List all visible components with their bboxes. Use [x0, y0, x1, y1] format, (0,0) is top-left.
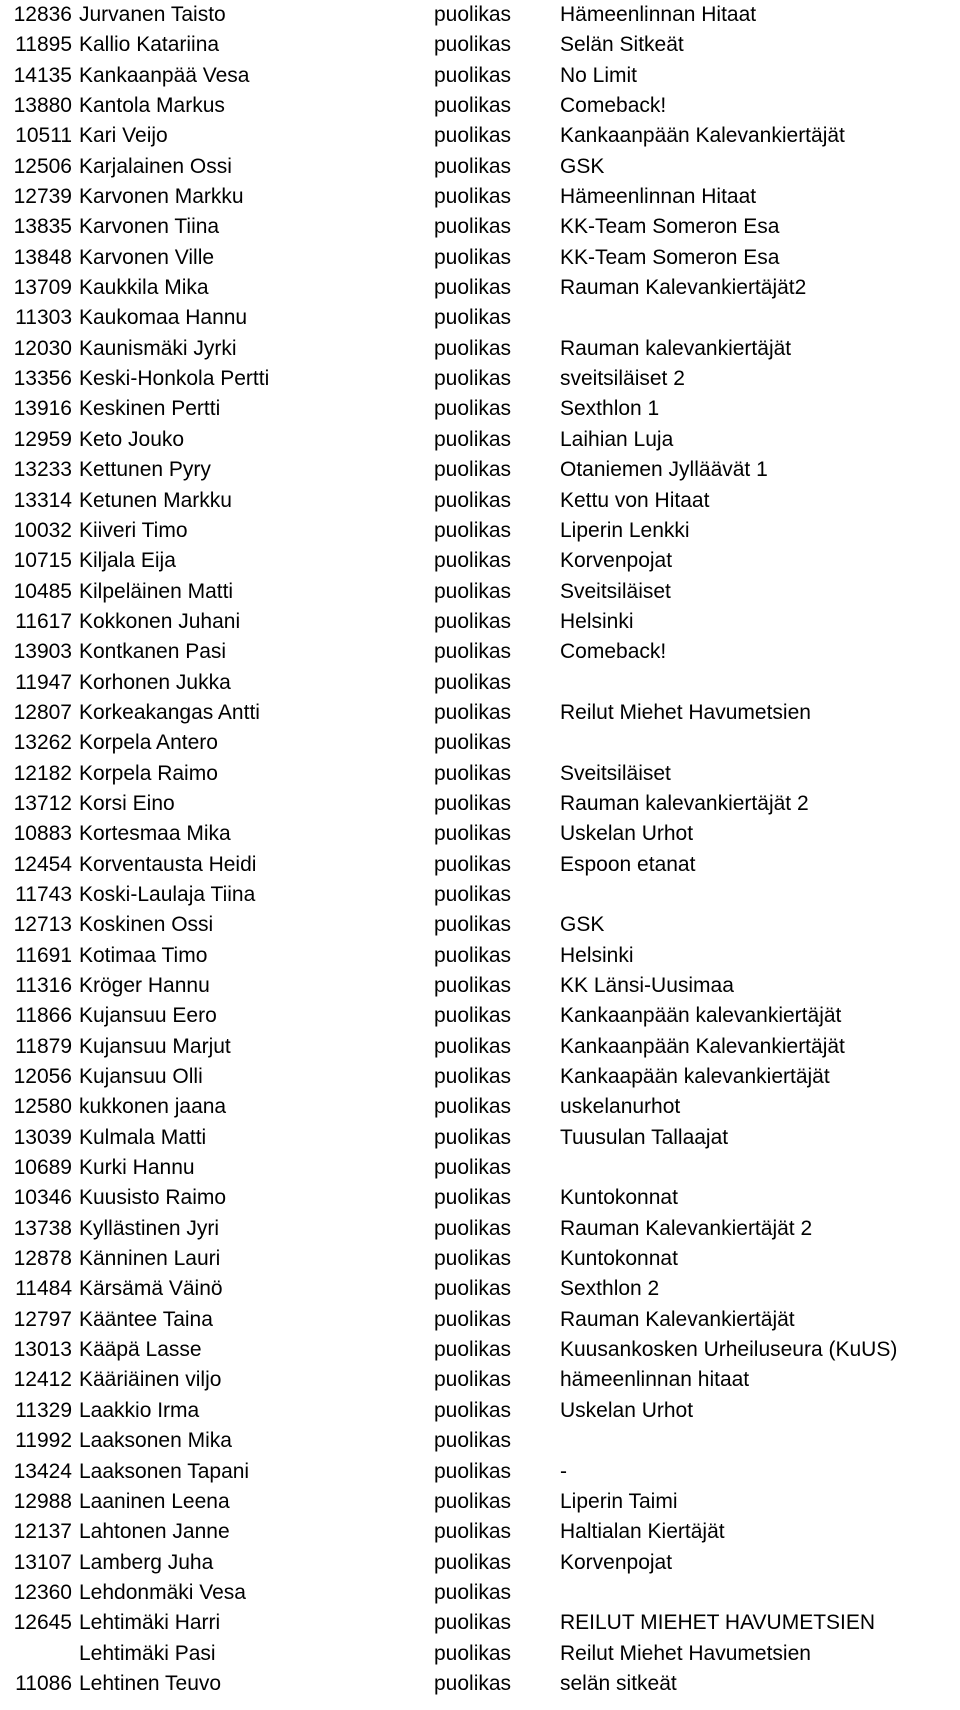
participant-number: 12988 [13, 1489, 72, 1513]
list-row [0, 819, 960, 849]
race-type: puolikas [434, 1034, 512, 1058]
participant-number: 13709 [13, 276, 72, 300]
list-row [0, 1183, 960, 1213]
race-type: puolikas [434, 427, 512, 451]
participant-name: Ketunen Markku [79, 488, 232, 512]
team-name: - [560, 1459, 567, 1483]
team-name: KK-Team Someron Esa [560, 245, 780, 269]
participant-number: 13356 [13, 367, 72, 391]
participant-name: Korpela Antero [79, 731, 218, 755]
team-name: Liperin Lenkki [560, 518, 690, 542]
participant-name: Laaninen Leena [79, 1489, 230, 1513]
race-type: puolikas [434, 670, 512, 694]
list-row [0, 880, 960, 910]
team-name: Espoon etanat [560, 852, 696, 876]
list-row [0, 637, 960, 667]
team-name: Sexthlon 2 [560, 1277, 660, 1301]
list-row [0, 1426, 960, 1456]
team-name: Tuusulan Tallaajat [560, 1125, 729, 1149]
race-type: puolikas [434, 1368, 512, 1392]
participant-number: 11947 [15, 670, 72, 694]
race-type: puolikas [434, 1550, 512, 1574]
race-type: puolikas [434, 1095, 512, 1119]
participant-number: 11895 [15, 33, 72, 57]
list-row [0, 1457, 960, 1487]
race-type: puolikas [434, 1216, 512, 1240]
race-type: puolikas [434, 336, 512, 360]
list-row [0, 30, 960, 60]
team-name: Uskelan Urhot [560, 1398, 694, 1422]
race-type: puolikas [434, 215, 512, 239]
race-type: puolikas [434, 1247, 512, 1271]
participant-name: Korkeakangas Antti [79, 700, 260, 724]
participant-name: Korsi Eino [79, 791, 175, 815]
team-name: Rauman Kalevankiertäjät [560, 1307, 795, 1331]
participant-number: 13880 [13, 94, 72, 118]
participant-number: 13314 [13, 488, 72, 512]
list-row [0, 334, 960, 364]
race-type: puolikas [434, 94, 512, 118]
race-type: puolikas [434, 1611, 512, 1635]
list-row [0, 1274, 960, 1304]
list-row [0, 1123, 960, 1153]
participant-number: 11303 [15, 306, 72, 330]
team-name: Reilut Miehet Havumetsien [560, 1641, 811, 1665]
participant-number: 13039 [13, 1125, 72, 1149]
participant-number: 12506 [13, 154, 72, 178]
race-type: puolikas [434, 1307, 512, 1331]
participant-name: Kääpä Lasse [79, 1338, 202, 1362]
participant-number: 10511 [15, 124, 72, 148]
participant-name: Kiljala Eija [79, 549, 176, 573]
participant-name: Kankaanpää Vesa [79, 63, 250, 87]
list-row [0, 212, 960, 242]
participant-number: 12454 [13, 852, 72, 876]
participant-name: Lehtinen Teuvo [79, 1671, 222, 1695]
participant-number: 12412 [13, 1368, 72, 1392]
race-type: puolikas [434, 1004, 512, 1028]
participant-name: Keto Jouko [79, 427, 185, 451]
race-type: puolikas [434, 913, 512, 937]
race-type: puolikas [434, 882, 512, 906]
participant-name: Laakkio Irma [79, 1398, 200, 1422]
team-name: Hämeenlinnan Hitaat [560, 185, 757, 209]
race-type: puolikas [434, 1580, 512, 1604]
participant-name: Karvonen Tiina [79, 215, 220, 239]
list-row [0, 1517, 960, 1547]
participant-number: 11879 [15, 1034, 72, 1058]
team-name: Kankaanpään Kalevankiertäjät [560, 124, 845, 148]
participant-name: Kettunen Pyry [79, 458, 211, 482]
team-name: GSK [560, 154, 605, 178]
race-type: puolikas [434, 700, 512, 724]
list-row [0, 394, 960, 424]
list-row [0, 759, 960, 789]
participant-number: 14135 [13, 63, 72, 87]
race-type: puolikas [434, 1641, 512, 1665]
race-type: puolikas [434, 822, 512, 846]
participant-number: 11316 [15, 974, 72, 997]
participant-name: Laaksonen Mika [79, 1429, 232, 1453]
participant-number: 12056 [13, 1065, 72, 1089]
list-row [0, 789, 960, 819]
participant-name: Lehtimäki Harri [79, 1611, 221, 1635]
team-name: Korvenpojat [560, 1550, 673, 1574]
participant-name: Korhonen Jukka [79, 670, 231, 694]
participant-name: Karjalainen Ossi [79, 154, 232, 178]
team-name: Kuntokonnat [560, 1186, 678, 1210]
participant-name: Kilpeläinen Matti [79, 579, 234, 603]
race-type: puolikas [434, 397, 512, 421]
race-type: puolikas [434, 1429, 512, 1453]
race-type: puolikas [434, 458, 512, 482]
race-type: puolikas [434, 549, 512, 573]
race-type: puolikas [434, 488, 512, 512]
participant-number: 11329 [15, 1398, 72, 1422]
participant-name: Kurki Hannu [79, 1156, 195, 1180]
participant-number: 13848 [13, 245, 72, 269]
participant-number: 10715 [13, 549, 72, 573]
list-row [0, 1153, 960, 1183]
participant-name: Kortesmaa Mika [79, 822, 231, 846]
team-name: Comeback! [560, 94, 667, 118]
participant-name: Kaunismäki Jyrki [79, 336, 237, 360]
participant-number: 12836 [13, 3, 72, 26]
race-type: puolikas [434, 1156, 512, 1180]
participant-name: Kuusisto Raimo [79, 1186, 227, 1210]
team-name: Hämeenlinnan Hitaat [560, 3, 757, 26]
list-row [0, 1669, 960, 1699]
race-type: puolikas [434, 1459, 512, 1483]
participant-name: Kaukkila Mika [79, 276, 209, 300]
team-name: Kettu von Hitaat [560, 488, 710, 512]
participant-name: kukkonen jaana [79, 1095, 227, 1119]
list-row [0, 1001, 960, 1031]
list-row [0, 941, 960, 971]
team-name: Kankaanpään Kalevankiertäjät [560, 1034, 845, 1058]
team-name: Kankaanpään kalevankiertäjät [560, 1004, 842, 1028]
team-name: Helsinki [560, 943, 634, 967]
participant-number: 13738 [13, 1216, 72, 1240]
participant-name: Lahtonen Janne [79, 1520, 230, 1544]
race-type: puolikas [434, 33, 512, 57]
participant-name: Kokkonen Juhani [79, 609, 241, 633]
race-type: puolikas [434, 791, 512, 815]
list-row [0, 152, 960, 182]
team-name: Helsinki [560, 609, 634, 633]
participant-number: 12645 [13, 1611, 72, 1635]
participant-number: 12959 [13, 427, 72, 451]
participant-name: Lehdonmäki Vesa [79, 1580, 246, 1604]
race-type: puolikas [434, 731, 512, 755]
participant-name: Korpela Raimo [79, 761, 218, 785]
race-type: puolikas [434, 852, 512, 876]
participant-number: 12182 [13, 761, 72, 785]
participant-name: Koskinen Ossi [79, 913, 214, 937]
race-type: puolikas [434, 1277, 512, 1301]
team-name: uskelanurhot [560, 1095, 681, 1119]
participant-name: Kujansuu Eero [79, 1004, 217, 1028]
list-row [0, 91, 960, 121]
race-type: puolikas [434, 245, 512, 269]
participant-name: Kröger Hannu [79, 974, 210, 997]
participant-number: 11086 [15, 1671, 72, 1695]
list-row [0, 668, 960, 698]
participant-number: 13835 [13, 215, 72, 239]
list-row [0, 971, 960, 1001]
list-row [0, 910, 960, 940]
participant-name: Kiiveri Timo [79, 518, 188, 542]
list-row [0, 850, 960, 880]
participant-number: 12360 [13, 1580, 72, 1604]
list-row [0, 1578, 960, 1608]
team-name: Sexthlon 1 [560, 397, 660, 421]
list-row [0, 698, 960, 728]
participant-name: Känninen Lauri [79, 1247, 221, 1271]
list-row [0, 121, 960, 151]
list-row [0, 273, 960, 303]
team-name: Rauman Kalevankiertäjät2 [560, 276, 807, 300]
race-type: puolikas [434, 63, 512, 87]
list-row [0, 1639, 960, 1669]
participant-number: 12797 [13, 1307, 72, 1331]
team-name: Korvenpojat [560, 549, 673, 573]
list-row [0, 364, 960, 394]
team-name: Rauman kalevankiertäjät [560, 336, 792, 360]
participant-number: 11617 [15, 609, 72, 633]
list-row [0, 182, 960, 212]
participant-name: Kontkanen Pasi [79, 640, 227, 664]
participant-number: 12030 [13, 336, 72, 360]
participant-name: Lehtimäki Pasi [79, 1641, 216, 1665]
race-type: puolikas [434, 1398, 512, 1422]
participant-name: Kantola Markus [79, 94, 225, 118]
participant-number: 10032 [13, 518, 72, 542]
participant-name: Kotimaa Timo [79, 943, 208, 967]
race-type: puolikas [434, 640, 512, 664]
participant-name: Lamberg Juha [79, 1550, 214, 1574]
participant-number: 11866 [15, 1004, 72, 1028]
race-type: puolikas [434, 1125, 512, 1149]
team-name: Kuntokonnat [560, 1247, 678, 1271]
participant-name: Keskinen Pertti [79, 397, 221, 421]
participant-name: Korventausta Heidi [79, 852, 257, 876]
race-type: puolikas [434, 154, 512, 178]
team-name: hämeenlinnan hitaat [560, 1368, 750, 1392]
participant-number: 10346 [13, 1186, 72, 1210]
race-type: puolikas [434, 579, 512, 603]
team-name: Kuusankosken Urheiluseura (KuUS) [560, 1338, 898, 1362]
team-name: sveitsiläiset 2 [560, 367, 685, 391]
participant-name: Keski-Honkola Pertti [79, 367, 270, 391]
team-name: REILUT MIEHET HAVUMETSIEN [560, 1611, 876, 1635]
team-name: Sveitsiläiset [560, 579, 671, 603]
participant-number: 11743 [15, 882, 72, 906]
team-name: KK Länsi-Uusimaa [560, 974, 734, 997]
list-row [0, 1062, 960, 1092]
participant-name: Kujansuu Marjut [79, 1034, 231, 1058]
participant-number: 10689 [13, 1156, 72, 1180]
participant-name: Kari Veijo [79, 124, 168, 148]
participant-name: Kaukomaa Hannu [79, 306, 248, 330]
team-name: Kankaapään kalevankiertäjät [560, 1065, 830, 1089]
team-name: Rauman Kalevankiertäjät 2 [560, 1216, 813, 1240]
race-type: puolikas [434, 276, 512, 300]
participant-name: Kulmala Matti [79, 1125, 207, 1149]
participant-number: 13903 [13, 640, 72, 664]
participant-number: 13233 [13, 458, 72, 482]
list-row [0, 303, 960, 333]
race-type: puolikas [434, 609, 512, 633]
list-row [0, 1396, 960, 1426]
list-row [0, 577, 960, 607]
race-type: puolikas [434, 974, 512, 997]
participant-name: Laaksonen Tapani [79, 1459, 250, 1483]
participant-number: 12878 [13, 1247, 72, 1271]
participant-number: 12713 [13, 913, 72, 937]
team-name: Uskelan Urhot [560, 822, 694, 846]
participant-number: 13424 [13, 1459, 72, 1483]
participant-name: Kääntee Taina [79, 1307, 213, 1331]
list-row [0, 1032, 960, 1062]
participant-number: 13013 [13, 1338, 72, 1362]
list-row [0, 0, 960, 30]
team-name: KK-Team Someron Esa [560, 215, 780, 239]
participant-name: Kärsämä Väinö [79, 1277, 223, 1301]
participant-number: 11484 [15, 1277, 72, 1301]
participant-name: Jurvanen Taisto [79, 3, 226, 26]
list-row [0, 728, 960, 758]
list-row [0, 516, 960, 546]
list-row [0, 1214, 960, 1244]
race-type: puolikas [434, 761, 512, 785]
participant-number: 10485 [13, 579, 72, 603]
race-type: puolikas [434, 306, 512, 330]
race-type: puolikas [434, 124, 512, 148]
participant-number: 13712 [13, 791, 72, 815]
list-row [0, 607, 960, 637]
participant-number: 13262 [13, 731, 72, 755]
list-row [0, 1305, 960, 1335]
list-row [0, 1608, 960, 1638]
team-name: selän sitkeät [560, 1671, 677, 1695]
list-row [0, 243, 960, 273]
list-row [0, 546, 960, 576]
race-type: puolikas [434, 367, 512, 391]
list-row [0, 455, 960, 485]
participant-number: 12739 [13, 185, 72, 209]
participant-number: 11992 [15, 1429, 72, 1453]
team-name: Comeback! [560, 640, 667, 664]
list-row [0, 425, 960, 455]
list-row [0, 1092, 960, 1122]
race-type: puolikas [434, 1671, 512, 1695]
participant-name: Kyllästinen Jyri [79, 1216, 220, 1240]
list-row [0, 1365, 960, 1395]
race-type: puolikas [434, 1489, 512, 1513]
participant-number: 10883 [13, 822, 72, 846]
participant-number: 12580 [13, 1095, 72, 1119]
race-type: puolikas [434, 1186, 512, 1210]
participant-name: Karvonen Ville [79, 245, 215, 269]
participant-name: Kujansuu Olli [79, 1065, 203, 1089]
team-name: Haltialan Kiertäjät [560, 1520, 725, 1544]
participant-name: Kallio Katariina [79, 33, 220, 57]
list-row [0, 1548, 960, 1578]
list-row [0, 1244, 960, 1274]
team-name: Otaniemen Jylläävät 1 [560, 458, 768, 482]
participant-number: 11691 [15, 943, 72, 967]
participant-number: 13916 [13, 397, 72, 421]
team-name: Sveitsiläiset [560, 761, 671, 785]
team-name: No Limit [560, 63, 638, 87]
list-row [0, 1335, 960, 1365]
team-name: Rauman kalevankiertäjät 2 [560, 791, 809, 815]
race-type: puolikas [434, 3, 512, 26]
list-row [0, 61, 960, 91]
participant-name: Koski-Laulaja Tiina [79, 882, 256, 906]
participant-number: 13107 [13, 1550, 72, 1574]
team-name: Selän Sitkeät [560, 33, 684, 57]
race-type: puolikas [434, 518, 512, 542]
team-name: Reilut Miehet Havumetsien [560, 700, 811, 724]
team-name: Laihian Luja [560, 427, 674, 451]
race-type: puolikas [434, 1065, 512, 1089]
list-row [0, 486, 960, 516]
participant-number: 12807 [13, 700, 72, 724]
team-name: GSK [560, 913, 605, 937]
participant-number: 12137 [13, 1520, 72, 1544]
participant-name: Kääriäinen viljo [79, 1368, 222, 1392]
race-type: puolikas [434, 1338, 512, 1362]
team-name: Liperin Taimi [560, 1489, 678, 1513]
participant-name: Karvonen Markku [79, 185, 244, 209]
race-type: puolikas [434, 943, 512, 967]
list-row [0, 1487, 960, 1517]
race-type: puolikas [434, 1520, 512, 1544]
race-type: puolikas [434, 185, 512, 209]
